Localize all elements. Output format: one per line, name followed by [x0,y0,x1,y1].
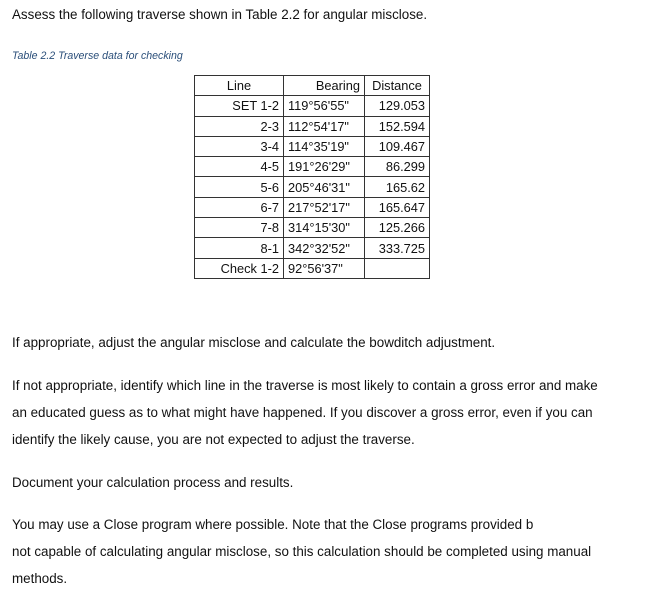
instruction-adjust: If appropriate, adjust the angular misclose and calculate the bowditch adjustment. [12,335,496,350]
cell-distance: 333.725 [365,238,430,258]
cell-distance [365,258,430,278]
header-line: Line [195,76,284,96]
table-row [195,116,430,136]
cell-bearing: 342°32'52" [284,238,365,258]
traverse-table [194,75,430,279]
table-row [195,96,430,116]
cell-line: 8-1 [195,238,284,258]
intro-text: Assess the following traverse shown in Table 2.2 for angular misclose. [12,7,428,22]
cell-line: 5-6 [195,177,284,197]
cell-line: Check 1-2 [195,258,284,278]
cell-line: 3-4 [195,136,284,156]
instruction-close-line3: methods. [12,571,68,586]
table-row [195,177,430,197]
cell-line: 6-7 [195,197,284,217]
table-caption: Table 2.2 Traverse data for checking [12,50,183,62]
cell-distance: 125.266 [365,218,430,238]
cell-bearing: 119°56'55" [284,96,365,116]
cell-bearing: 92°56'37" [284,258,365,278]
header-distance: Distance [365,76,430,96]
instruction-close-line2: not capable of calculating angular misclose, so this calculation should be completed using manual [12,544,592,559]
instruction-gross-error-line1: If not appropriate, identify which line in the traverse is most likely to contain a gross error and make [12,378,598,393]
cell-bearing: 112°54'17" [284,116,365,136]
cell-distance: 129.053 [365,96,430,116]
instruction-document: Document your calculation process and results. [12,475,294,490]
cell-distance: 109.467 [365,136,430,156]
cell-distance: 152.594 [365,116,430,136]
table-row [195,157,430,177]
cell-bearing: 205°46'31" [284,177,365,197]
table-header-row [195,76,430,96]
cell-bearing: 114°35'19" [284,136,365,156]
cell-distance: 86.299 [365,157,430,177]
cell-line: 4-5 [195,157,284,177]
table-row [195,197,430,217]
table-row [195,238,430,258]
cell-bearing: 217°52'17" [284,197,365,217]
cell-bearing: 191°26'29" [284,157,365,177]
table-row [195,136,430,156]
cell-distance: 165.62 [365,177,430,197]
table-row [195,258,430,278]
instruction-close-line1: You may use a Close program where possible. Note that the Close programs provided b [12,517,534,532]
cell-bearing: 314°15'30" [284,218,365,238]
instruction-gross-error-line2: an educated guess as to what might have happened. If you discover a gross error, even if you can [12,405,593,420]
cell-line: 7-8 [195,218,284,238]
header-bearing: Bearing [284,76,365,96]
cell-line: SET 1-2 [195,96,284,116]
cell-line: 2-3 [195,116,284,136]
table-row [195,218,430,238]
cell-distance: 165.647 [365,197,430,217]
instruction-gross-error-line3: identify the likely cause, you are not expected to adjust the traverse. [12,432,415,447]
